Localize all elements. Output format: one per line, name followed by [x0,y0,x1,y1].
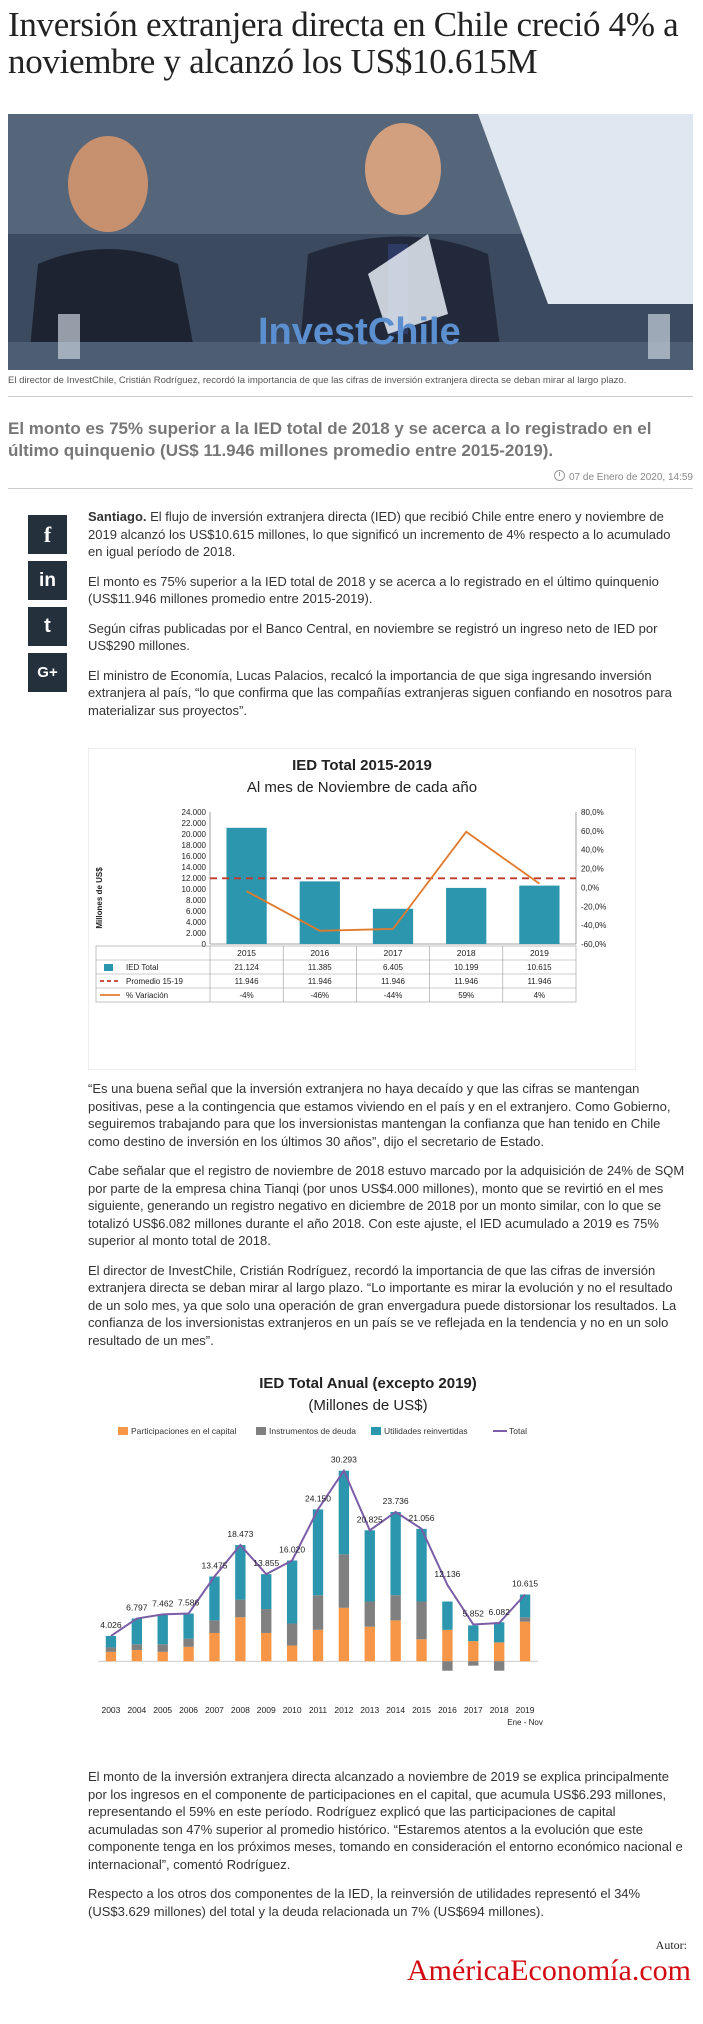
bar-segment [313,1509,323,1595]
bar-segment [261,1574,271,1609]
x-tick-label: 2017 [383,948,403,958]
data-label: 23.736 [382,1495,409,1506]
date-label: 07 de Enero de 2020, 14:59 [569,472,693,483]
x-tick-label: 2013 [360,1705,380,1715]
article-body-top [88,508,688,731]
x-tick-label: 2007 [205,1705,224,1715]
x-tick-label: 2017 [463,1705,483,1715]
investchile-banner: InvestChile [258,311,461,353]
bar-segment [132,1644,142,1650]
bar-segment [442,1602,452,1630]
legend-label: Promedio 15-19 [126,977,183,986]
paragraph: Cabe señalar que el registro de noviembre de 2018 estuvo marcado por la adquisición de 24% de SQM por parte de la empresa china Tianqi (por unos US$4.000 millones), monto que se revirtió en el mes siguiente, generando un registro negativo en diciembre de 2018 por un monto similar, con lo que se totalizó US$6.082 millones durante el año 2018. Con este ajuste, el IED acumulado a 2019 es 75% superior al monto total de 2018. [88,1163,685,1248]
bar-segment [235,1545,245,1600]
paragraph: El ministro de Economía, Lucas Palacios, recalcó la importancia de que siga ingresando inversión extranjera al país, “lo que confirma que las compañías extranjeras siguen confiando en nosotros para materializar sus proyectos”. [88,667,672,718]
y2-tick-label: 80,0% [581,808,604,817]
x-tick-label: 2019 [515,1705,535,1715]
data-label: 4.026 [100,1619,122,1630]
legend-label: Total [509,1426,527,1436]
bar-segment [416,1639,426,1661]
data-label: 20.825 [356,1514,383,1525]
data-label: 13.475 [201,1560,228,1571]
y2-tick-label: 20,0% [581,864,604,874]
x-tick-label: 2015 [412,1705,431,1715]
data-label: 11.946 [527,977,552,986]
paragraph-text: El flujo de inversión extranjera directa (IED) que recibió Chile entre enero y noviembre de 2019 alcanzó los US$10.615 millones, lo que significó un incremento de 4% respecto a lo acumulado en igual período de 2018. [88,509,671,559]
paragraph: Respecto a los otros dos componentes de la IED, la reinversión de utilidades representó el 34% (US$3.629 millones) del total y la deuda relacionada un 7% (US$694 millones). [88,1886,641,1919]
facebook-icon: f [43,521,52,547]
x-tick-label: 2018 [489,1705,509,1715]
legend-label: % Variación [126,991,169,1000]
data-label: 12.136 [434,1568,461,1579]
bar-segment [313,1630,323,1661]
bar-segment [365,1602,375,1627]
bar-segment [261,1633,271,1661]
y-tick-label: 22.000 [181,819,206,828]
bar-segment [416,1602,426,1640]
bar-segment [158,1644,168,1652]
bar-segment [390,1620,400,1661]
ied-total-2015-2019-chart [88,748,636,1070]
bar-segment [416,1529,426,1602]
y2-tick-label: -40,0% [581,921,607,931]
bar-segment [235,1600,245,1618]
paragraph [88,508,688,561]
y2-tick-label: 0,0% [581,883,600,893]
data-label: 13.855 [253,1558,280,1569]
bar-segment [183,1647,193,1661]
legend-label: Participaciones en el capital [131,1426,237,1436]
bar-ied-total [519,886,559,944]
y2-tick-label: -20,0% [581,902,607,912]
paragraph: El director de InvestChile, Cristián Rodríguez, recordó la importancia de que las cifras de inversión extranjera directa se deban mirar al largo plazo. “Lo importante es mirar la evolución y no el resultado de un solo mes, ya que solo una operación de gran envergadura puede distorsionar los resultados. La confianza de los inversionistas extranjeros en un país se ve reflejada en la tendencia y no en un solo resultado de un mes”. [88,1262,677,1348]
bar-segment [468,1625,478,1641]
bar-ied-total [226,828,266,944]
bar-segment [106,1636,116,1647]
bar-segment [209,1620,219,1633]
bar-segment [287,1646,297,1662]
article-body-middle [88,1080,688,1361]
bar-segment [209,1633,219,1661]
bar-segment [494,1642,504,1661]
legend-label: IED Total [126,963,159,972]
y2-tick-label: -60,0% [581,940,607,949]
bar-segment [520,1622,530,1662]
legend-swatch-ied-total [104,964,113,971]
article-photo [8,114,693,370]
x-tick-label: 2011 [308,1705,328,1715]
x-tick-label: 2006 [179,1705,199,1715]
data-label: -4% [239,991,254,1000]
y2-tick-label: 60,0% [581,826,604,836]
paragraph: Según cifras publicadas por el Banco Central, en noviembre se registró un ingreso neto de IED por US$290 millones. [88,620,658,653]
data-label: -44% [383,991,403,1000]
data-label: 11.946 [307,977,332,986]
legend-label: Instrumentos de deuda [269,1426,356,1436]
y-tick-label: 14.000 [181,863,206,872]
data-label: 24.150 [305,1493,331,1504]
bar-segment [339,1608,349,1661]
paragraph: El monto de la inversión extranjera directa alcanzado a noviembre de 2019 se explica principalmente por los ingresos en el componente de participaciones en el capital, que acumula US$6.293 millones, representando el 59% en este período. Rodríguez explicó que las participaciones de capital acumuladas son 47% superior al promedio histórico. “Estaremos atentos a la evolución que este componente tenga en los próximos meses, tomando en consideración el entorno económico nacional e internacional”, comentó Rodríguez. [88,1769,683,1872]
data-label: 30.293 [330,1454,357,1465]
paragraph: “Es una buena señal que la inversión extranjera no haya decaído y que las cifras se mantengan positivas, pese a la contingencia que estamos viviendo en el país y en el extranjero. Como Gobierno, seguiremos trabajando para que los inversionistas mantengan la confianza que han tenido en Chile como destino de inversión en los últimos 30 años”, dijo el secretario de Estado. [88,1081,671,1149]
data-label: 18.473 [227,1529,254,1540]
y-tick-label: 18.000 [181,841,206,850]
bar-segment [183,1639,193,1647]
y-tick-label: 2.000 [185,929,206,938]
x-tick-label: 2004 [127,1705,147,1715]
data-label: 11.385 [307,963,332,972]
share-googleplus-button[interactable] [28,653,67,692]
bar-segment [183,1614,193,1639]
y-axis-label: Millones de US$ [95,867,104,929]
x-tick-note: Ene - Nov [507,1718,543,1727]
chart-subtitle: Al mes de Noviembre de cada año [246,779,478,796]
y-tick-label: 16.000 [181,852,206,861]
share-facebook-button[interactable] [28,515,67,554]
y-tick-label: 4.000 [185,918,206,927]
twitter-icon: t [44,615,51,637]
data-label: 10.199 [453,963,479,972]
data-label: 7.462 [152,1598,174,1609]
x-tick-label: 2016 [437,1705,457,1715]
publish-date [554,470,693,483]
bar-segment [158,1614,168,1644]
x-tick-label: 2005 [153,1705,173,1715]
legend-swatch [256,1427,266,1435]
ied-total-anual-chart [88,1372,688,1742]
article-title: Inversión extranjera directa en Chile creció 4% a noviembre y alcanzó los US$10.615M [8,5,679,81]
data-label: 21.056 [408,1512,435,1523]
chart-subtitle: (Millones de US$) [308,1397,428,1414]
data-label: 4% [533,991,546,1000]
dateline: Santiago. [88,509,147,524]
legend-swatch [118,1427,128,1435]
y2-tick-label: 40,0% [581,845,604,855]
bar-segment [132,1650,142,1661]
data-label: -46% [310,991,330,1000]
chart-title: IED Total Anual (excepto 2019) [259,1375,477,1392]
y-tick-label: 20.000 [181,830,206,839]
bar-segment [235,1617,245,1661]
linkedin-icon: in [39,569,56,591]
data-label: 16.020 [279,1544,306,1555]
lead-text: El monto es 75% superior a la IED total de 2018 y se acerca a lo registrado en el último quinquenio (US$ 11.946 millones promedio entre 2015-2019). [8,419,652,460]
y-tick-label: 0 [201,940,206,949]
bar-segment [494,1661,504,1670]
data-label: 6.797 [126,1602,148,1613]
x-tick-label: 2014 [386,1705,406,1715]
share-twitter-button[interactable] [28,607,67,646]
legend-swatch [371,1427,381,1435]
bar-segment [339,1471,349,1555]
bar-ied-total [373,909,413,944]
bar-segment [106,1652,116,1661]
x-tick-label: 2016 [310,948,330,958]
y-tick-label: 8.000 [185,896,206,905]
bar-segment [106,1647,116,1651]
data-label: 10.615 [527,963,552,972]
data-label: 6.405 [382,963,404,972]
bar-segment [390,1595,400,1620]
bar-segment [287,1561,297,1624]
author-label: Autor: [655,1938,687,1952]
y-tick-label: 6.000 [185,907,206,916]
share-linkedin-button[interactable] [28,561,67,600]
y-tick-label: 10.000 [181,885,206,894]
bar-segment [365,1530,375,1601]
bar-segment [287,1624,297,1646]
bar-segment [313,1595,323,1630]
bar-segment [339,1554,349,1607]
data-label: 21.124 [234,963,259,972]
bar-segment [390,1512,400,1595]
data-label: 59% [458,991,475,1000]
bar-segment [494,1622,504,1642]
x-tick-label: 2009 [256,1705,276,1715]
bar-segment [468,1661,478,1665]
photo-caption: El director de InvestChile, Cristián Rodríguez, recordó la importancia de que las cifras de inversión extranjera directa se deban mirar al largo plazo. [8,375,627,386]
bar-segment [261,1609,271,1633]
bar-segment [442,1630,452,1661]
data-label: 11.946 [234,977,259,986]
paragraph: El monto es 75% superior a la IED total de 2018 y se acerca a lo registrado en el último quinquenio (US$11.946 millones promedio entre 2015-2019). [88,573,659,606]
divider [8,488,693,489]
data-label: 5.852 [462,1608,484,1619]
x-tick-label: 2015 [237,948,257,958]
data-label: 7.586 [177,1597,200,1608]
data-label: 6.082 [488,1607,510,1618]
bar-segment [442,1661,452,1670]
legend-label: Utilidades reinvertidas [384,1426,468,1436]
x-tick-label: 2018 [456,948,476,958]
googleplus-icon: G+ [37,664,58,681]
x-tick-label: 2019 [529,948,549,958]
brand-logo[interactable]: AméricaEconomía.com [406,1954,691,1987]
data-label: 11.946 [381,977,405,986]
bar-segment [520,1617,530,1621]
divider [8,396,693,397]
bar-ied-total [446,888,486,944]
x-tick-label: 2012 [334,1705,354,1715]
bar-segment [468,1641,478,1661]
bar-segment [132,1619,142,1645]
article-body-bottom [88,1768,688,1932]
bar-ied-total [300,881,340,944]
clock-icon [554,470,565,481]
y-tick-label: 24.000 [181,808,206,817]
y-tick-label: 12.000 [181,874,206,883]
x-tick-label: 2008 [230,1705,250,1715]
bar-segment [158,1652,168,1661]
x-tick-label: 2003 [101,1705,121,1715]
x-tick-label: 2010 [282,1705,302,1715]
chart-title: IED Total 2015-2019 [292,757,432,774]
data-label: 11.946 [454,977,479,986]
data-label: 10.615 [512,1578,539,1589]
bar-segment [365,1627,375,1662]
